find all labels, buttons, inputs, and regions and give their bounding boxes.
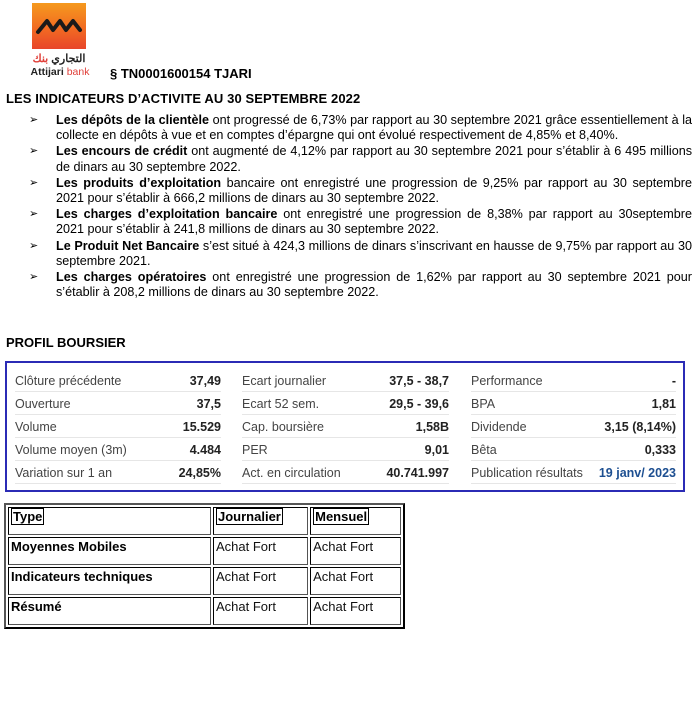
indicators-list — [0, 113, 700, 301]
profil-row — [471, 370, 676, 392]
arrow-right-icon: ➢ — [29, 271, 39, 284]
publication-date-link[interactable]: 19 janv/ 2023 — [598, 465, 676, 480]
logo-latin-bank: bank — [66, 66, 90, 78]
profil-label: Volume moyen (3m) — [15, 442, 127, 457]
logo-latin-text — [24, 66, 96, 78]
technical-analysis-table — [4, 503, 405, 629]
row-mensuel: Achat Fort — [310, 597, 401, 625]
profil-label: Clôture précédente — [15, 373, 122, 388]
header-label: Journalier — [218, 509, 281, 524]
logo-arabic-red: بنك — [32, 53, 49, 65]
arrow-right-icon: ➢ — [29, 114, 39, 126]
row-mensuel: Achat Fort — [310, 537, 401, 565]
indicator-text: s’est situé à 424,3 millions de dinars s’inscrivant en hausse de 9,75% par rapport au 30 septembre 2021. — [56, 238, 692, 268]
profil-row — [242, 439, 449, 461]
profil-column-2 — [242, 370, 449, 485]
indicator-item — [0, 239, 700, 269]
profil-label: Bêta — [471, 442, 497, 457]
profil-value: 1,81 — [651, 396, 676, 411]
arrow-right-icon: ➢ — [29, 239, 39, 252]
profil-label: Performance — [471, 373, 543, 388]
indicator-text: ont enregistré une progression de 1,62% par rapport au 30 septembre 2021 pour s’établir à 208,2 millions de dinars au 30 septembre 2022. — [56, 270, 693, 300]
indicator-text: ont progressé de 6,73% par rapport au 30 septembre 2021 grâce essentiellement à la collecte en dépôts à vue et en comptes d’épargne qui ont évolué respectivement de 4,85% et 8,40%. — [56, 113, 692, 143]
profil-row — [471, 393, 676, 415]
profil-row — [242, 393, 449, 415]
indicator-label: Les produits d’exploitation — [56, 175, 222, 190]
profil-row — [15, 393, 221, 415]
row-type: Indicateurs techniques — [8, 567, 211, 595]
profil-value: 9,01 — [424, 442, 449, 457]
row-mensuel: Achat Fort — [310, 567, 401, 595]
ticker-code: § TN0001600154 TJARI — [110, 66, 252, 81]
profil-label: Ecart journalier — [242, 373, 327, 388]
table-row — [8, 567, 401, 595]
profil-value: 15.529 — [182, 419, 221, 434]
header-journalier — [213, 507, 308, 535]
profil-row — [471, 416, 676, 438]
logo-arabic-dark: التجاري — [51, 53, 86, 65]
row-journalier: Achat Fort — [213, 567, 308, 595]
logo-arabic-text — [24, 52, 94, 65]
profil-label: BPA — [471, 396, 496, 411]
profil-row — [471, 439, 676, 461]
indicator-label: Les charges d’exploitation bancaire — [56, 207, 278, 222]
row-journalier: Achat Fort — [213, 537, 308, 565]
header-type — [8, 507, 211, 535]
row-type: Résumé — [8, 597, 211, 625]
arrow-right-icon: ➢ — [29, 208, 39, 221]
profil-value: 29,5 - 39,6 — [389, 396, 449, 411]
profil-row — [471, 462, 676, 484]
row-journalier: Achat Fort — [213, 597, 308, 625]
indicator-item — [0, 144, 700, 174]
profil-label: Publication résultats — [471, 465, 583, 480]
profil-row — [242, 370, 449, 392]
indicator-item — [0, 176, 700, 206]
indicator-text: ont augmenté de 4,12% par rapport au 30 septembre 2021 pour s’établir à 6 495 millions de dinars au 30 septembre 2022. — [56, 144, 692, 174]
indicator-item — [0, 113, 700, 143]
indicator-label: Les encours de crédit — [56, 144, 188, 159]
attijari-bank-logo — [24, 3, 94, 81]
logo-latin-name: Attijari — [30, 66, 64, 78]
profil-value: 3,15 (8,14%) — [604, 419, 676, 434]
indicator-label: Les dépôts de la clientèle — [56, 113, 209, 127]
profil-row — [15, 370, 221, 392]
profil-boursier-title: PROFIL BOURSIER — [6, 335, 126, 350]
profil-label: Act. en circulation — [242, 465, 341, 480]
wave-icon — [32, 3, 86, 49]
indicator-label: Les charges opératoires — [56, 270, 207, 285]
profil-value: 24,85% — [178, 465, 221, 480]
header-label: Mensuel — [315, 509, 368, 524]
indicator-text: ont enregistré une progression de 8,38% par rapport au 30septembre 2021 pour s’établir à 241,8 millions de dinars au 30 septembre 2022. — [56, 207, 692, 237]
page-title: LES INDICATEURS D’ACTIVITE AU 30 SEPTEMBRE 2022 — [6, 91, 361, 106]
header-mensuel — [310, 507, 401, 535]
profil-row — [242, 462, 449, 484]
logo-mark-icon — [32, 3, 86, 49]
profil-value: 1,58B — [415, 419, 449, 434]
profil-label: Ouverture — [15, 396, 71, 411]
profil-column-3 — [471, 370, 676, 485]
profil-column-1 — [15, 370, 221, 485]
profil-value: 37,5 - 38,7 — [389, 373, 449, 388]
indicator-text: bancaire ont enregistré une progression de 9,25% par rapport au 30 septembre 2021 pour s’établir à 666,2 millions de dinars au 30 septembre 2022. — [56, 175, 692, 206]
profil-value: 4.484 — [189, 442, 221, 457]
indicator-item — [0, 207, 700, 237]
table-row — [8, 597, 401, 625]
table-header-row — [8, 507, 401, 535]
arrow-right-icon: ➢ — [29, 145, 39, 158]
indicator-label: Le Produit Net Bancaire — [56, 238, 200, 253]
profil-value: 40.741.997 — [386, 465, 449, 480]
profil-label: Cap. boursière — [242, 419, 324, 434]
profil-value: 0,333 — [644, 442, 676, 457]
indicator-item — [0, 270, 700, 300]
profil-boursier-panel — [5, 361, 685, 492]
header-label: Type — [13, 509, 43, 524]
profil-row — [15, 462, 221, 484]
profil-label: Ecart 52 sem. — [242, 396, 320, 411]
profil-value: 37,49 — [189, 373, 221, 388]
profil-label: Variation sur 1 an — [15, 465, 113, 480]
profil-row — [15, 439, 221, 461]
table-row — [8, 537, 401, 565]
profil-label: PER — [242, 442, 268, 457]
profil-row — [15, 416, 221, 438]
row-type: Moyennes Mobiles — [8, 537, 211, 565]
profil-row — [242, 416, 449, 438]
profil-label: Dividende — [471, 419, 527, 434]
profil-value: - — [671, 373, 676, 388]
arrow-right-icon: ➢ — [29, 176, 39, 189]
profil-value: 37,5 — [196, 396, 221, 411]
profil-label: Volume — [15, 419, 57, 434]
